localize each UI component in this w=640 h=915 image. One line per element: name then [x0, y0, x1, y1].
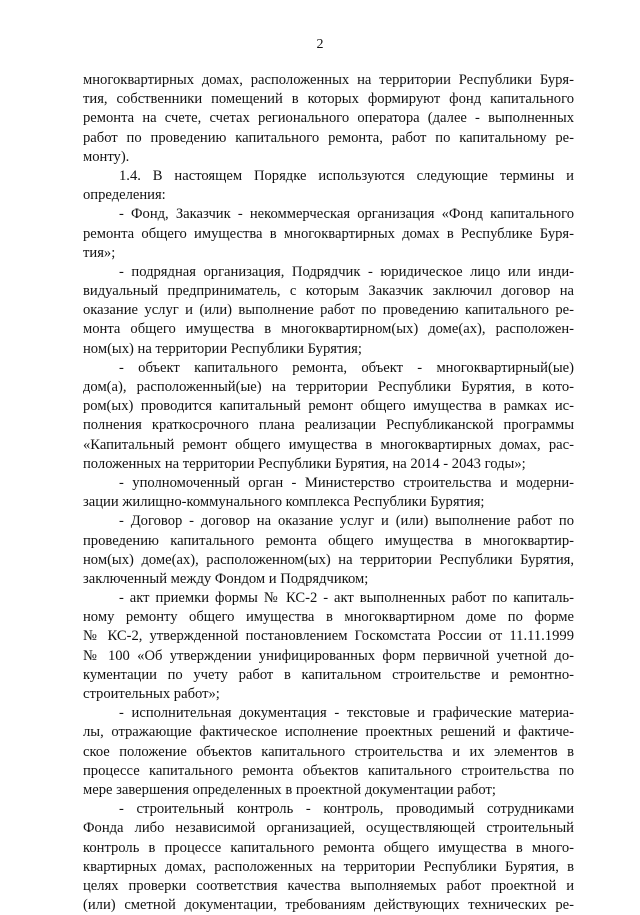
text-line: - объект капитального ремонта, объект - многоквартирный(ые)	[119, 359, 574, 376]
text-line: зации жилищно-коммунального комплекса Республики Бурятия;	[83, 494, 485, 511]
document-body	[83, 71, 574, 915]
text-line: проведению капитального ремонта общего имущества в многоквартир-	[83, 532, 574, 549]
text-line: мере завершения определенных в проектной документации работ;	[83, 781, 496, 798]
text-line: тия»;	[83, 244, 116, 261]
text-line: видуальный предприниматель, с которым Заказчик заключил договор на	[83, 283, 574, 300]
text-line: заключенный между Фондом и Подрядчиком;	[83, 570, 369, 587]
text-line: квартирных домах, расположенных на территории Республики Бурятия, в	[83, 858, 574, 875]
text-line: - подрядная организация, Подрядчик - юридическое лицо или инди-	[119, 263, 574, 280]
text-line: «Капитальный ремонт общего имущества в многоквартирных домах, рас-	[83, 436, 574, 453]
text-line: ном(ых) на территории Республики Бурятия;	[83, 340, 362, 357]
text-line: положенных на территории Республики Бурятия, на 2014 - 2043 годы»;	[83, 455, 526, 472]
text-line: многоквартирных домах, расположенных на территории Республики Буря-	[83, 72, 574, 88]
text-line: строительных работ»;	[83, 686, 220, 702]
text-line: - уполномоченный орган - Министерство строительства и модерни-	[119, 474, 574, 491]
text-line: оказание услуг и (или) выполнение работ по проведению капитального ре-	[83, 302, 574, 319]
text-line: ном(ых) доме(ах), расположенном(ых) на территории Республики Бурятия,	[83, 551, 574, 568]
text-line: ром(ых) проводится капитальный ремонт общего имущества в рамках ис-	[83, 398, 574, 415]
text-line: контроль в процессе капитального ремонта общего имущества в много-	[83, 839, 574, 856]
text-line: процессе капитального ремонта объектов капитального строительства по	[83, 762, 574, 779]
text-line: ному ремонту общего имущества в многоквартирном доме по форме	[83, 609, 574, 626]
text-line: - акт приемки формы № КС-2 - акт выполненных работ по капиталь-	[119, 590, 574, 607]
text-line: работ по проведению капитального ремонта, работ по капитальному ре-	[83, 129, 574, 146]
text-line: определения:	[83, 187, 166, 204]
text-line: ремонта общего имущества в многоквартирных домах в Республике Буря-	[83, 225, 574, 242]
text-line: монта общего имущества в многоквартирном(ых) доме(ах), расположен-	[83, 321, 574, 338]
text-line: полнения краткосрочного плана реализации Республиканской программы	[83, 417, 574, 434]
text-line: кументации по учету работ в капитальном строительстве и ремонтно-	[83, 666, 574, 683]
text-line: Фонда либо независимой организацией, осуществляющей строительный	[83, 820, 574, 837]
text-line: - Договор - договор на оказание услуг и (или) выполнение работ по	[119, 513, 574, 530]
text-line: - строительный контроль - контроль, проводимый сотрудниками	[119, 801, 574, 818]
text-line: № КС-2, утвержденной постановлением Госкомстата России от 11.11.1999	[83, 628, 574, 645]
text-line: (или) сметной документации, требованиям действующих технических ре-	[83, 897, 574, 914]
text-line: лы, отражающие фактическое исполнение проектных решений и фактиче-	[83, 724, 574, 741]
text-line: монту).	[83, 148, 130, 165]
text-line: № 100 «Об утверждении унифицированных форм первичной учетной до-	[83, 647, 574, 664]
text-line: тия, собственники помещений в которых формируют фонд капитального	[83, 91, 574, 108]
text-line: - Фонд, Заказчик - некоммерческая организация «Фонд капитального	[119, 206, 574, 223]
text-line: - исполнительная документация - текстовые и графические материа-	[119, 705, 574, 722]
text-line: целях проверки соответствия качества выполняемых работ проектной и	[83, 877, 574, 894]
text-line: 1.4. В настоящем Порядке используются следующие термины и	[119, 167, 574, 184]
text-line: ремонта на счете, счетах регионального оператора (далее - выполненных	[83, 110, 574, 127]
page-number: 2	[316, 37, 324, 52]
text-line: ское положение объектов капитального строительства и их элементов в	[83, 743, 574, 760]
text-line: дом(а), расположенный(ые) на территории Республики Бурятия, в кото-	[83, 379, 574, 395]
